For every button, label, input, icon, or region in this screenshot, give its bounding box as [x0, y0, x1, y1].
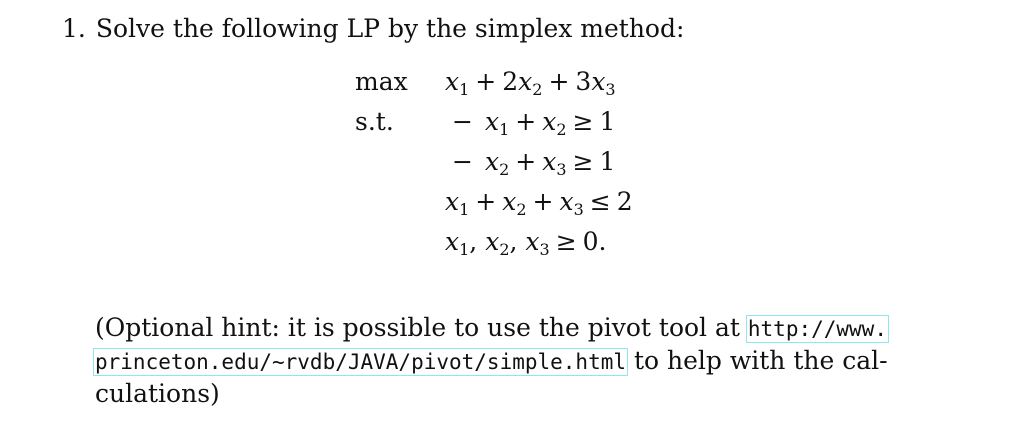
st-keyword: s.t. [355, 107, 394, 136]
nonnegativity-expression: $x_1$, $x_2$, $x_3 \ge 0$. [445, 227, 607, 259]
minus-sign: − [452, 107, 473, 136]
constraint-2-expression: − $x_2 + x_3 \ge 1$ [452, 147, 616, 179]
objective-expression: $x_1 + 2x_2 + 3x_3$ [445, 67, 616, 99]
hint-line-1 [95, 312, 925, 345]
constraint-1-rhs: 1 [599, 107, 616, 136]
constraint-2-rhs: 1 [599, 147, 616, 176]
nonnegativity-rhs: 0. [582, 227, 607, 256]
hint-text-1: (Optional hint: it is possible to use the pivot tool at [95, 313, 748, 342]
problem-statement [62, 12, 684, 46]
hint-line-2 [95, 345, 925, 378]
hint-line-3: culations) [95, 379, 220, 408]
hint-text-2: to help with the cal- [626, 346, 888, 375]
pivot-tool-link-part-2[interactable]: princeton.edu/~rvdb/JAVA/pivot/simple.html [95, 350, 627, 374]
optional-hint [95, 312, 925, 410]
problem-number: 1. [62, 14, 86, 43]
constraint-1-expression: − $x_1 + x_2 \ge 1$ [452, 107, 616, 139]
constraint-3-expression: $x_1 + x_2 + x_3 \le 2$ [445, 187, 633, 219]
max-keyword: max [355, 67, 408, 96]
constraint-3-rhs: 2 [616, 187, 633, 216]
pivot-tool-link-part-1[interactable]: http://www. [747, 317, 887, 341]
problem-text: Solve the following LP by the simplex method: [95, 14, 685, 43]
minus-sign: − [452, 147, 473, 176]
